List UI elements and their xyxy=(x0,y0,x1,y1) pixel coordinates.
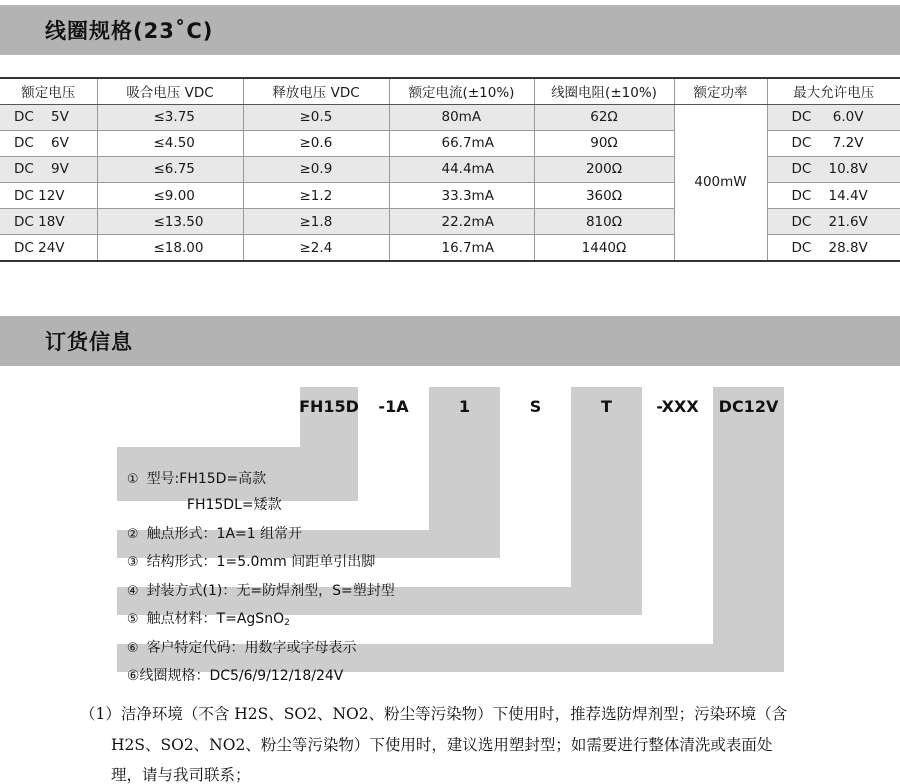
item-text: FH15DL=矮款 xyxy=(186,497,282,513)
cell-rated-voltage: DC 12V xyxy=(0,183,97,209)
header-rated-power: 额定功率 xyxy=(674,78,767,104)
cell-release-voltage: ≥0.5 xyxy=(243,104,389,130)
table-header-row xyxy=(0,78,900,104)
cell-coil-resistance: 200Ω xyxy=(534,156,674,182)
cell-rated-current: 33.3mA xyxy=(389,183,534,209)
coil-spec-title: 线圈规格(23˚C) xyxy=(45,19,214,43)
item-number: ③ xyxy=(126,555,139,570)
cell-max-voltage: DC 10.8V xyxy=(767,156,900,182)
item-number: ⑥ xyxy=(126,641,139,656)
cell-rated-voltage: DC 9V xyxy=(0,156,97,182)
cell-pickup-voltage: ≤18.00 xyxy=(97,235,243,261)
cell-rated-power: 400mW xyxy=(674,104,767,261)
item-text: 触点材料：T=AgSnO xyxy=(146,611,285,627)
header-release-voltage: 释放电压 VDC xyxy=(243,78,389,104)
cell-release-voltage: ≥2.4 xyxy=(243,235,389,261)
item-text: 型号:FH15D=高款 xyxy=(146,471,267,487)
header-rated-current: 额定电流(±10%) xyxy=(389,78,534,104)
item-number: ⑥ xyxy=(126,668,140,684)
cell-max-voltage: DC 21.6V xyxy=(767,209,900,235)
header-max-voltage: 最大允许电压 xyxy=(767,78,900,104)
item-subscript: 2 xyxy=(284,618,290,628)
item-text: 结构形式：1=5.0mm 间距单引出脚 xyxy=(146,554,376,570)
footnote-line: H2S、SO2、NO2、粉尘等污染物）下使用时，建议选用塑封型；如需要进行整体清洗或表面处 xyxy=(111,736,773,754)
item-number: ⑤ xyxy=(126,612,139,627)
cell-coil-resistance: 90Ω xyxy=(534,130,674,156)
code-contact-form: -1A xyxy=(378,396,409,416)
cell-coil-resistance: 1440Ω xyxy=(534,235,674,261)
cell-rated-current: 80mA xyxy=(389,104,534,130)
cell-release-voltage: ≥0.6 xyxy=(243,130,389,156)
cell-max-voltage: DC 6.0V xyxy=(767,104,900,130)
code-model: FH15D xyxy=(299,396,359,416)
cell-max-voltage: DC 7.2V xyxy=(767,130,900,156)
order-info-title: 订货信息 xyxy=(45,330,133,354)
item-text: 客户特定代码：用数字或字母表示 xyxy=(146,640,357,656)
cell-rated-current: 22.2mA xyxy=(389,209,534,235)
code-customer: -XXX xyxy=(656,396,699,416)
cell-pickup-voltage: ≤9.00 xyxy=(97,183,243,209)
cell-coil-resistance: 810Ω xyxy=(534,209,674,235)
table-row xyxy=(0,104,900,130)
footnote-line: （1）洁净环境（不含 H2S、SO2、NO2、粉尘等污染物）下使用时，推荐选防焊剂型；污染环境（含 xyxy=(80,705,788,723)
code-structure: 1 xyxy=(458,396,471,416)
cell-rated-voltage: DC 6V xyxy=(0,130,97,156)
header-coil-resistance: 线圈电阻(±10%) xyxy=(534,78,674,104)
code-column-coil xyxy=(713,387,784,672)
cell-rated-voltage: DC 24V xyxy=(0,235,97,261)
cell-rated-current: 44.4mA xyxy=(389,156,534,182)
cell-pickup-voltage: ≤13.50 xyxy=(97,209,243,235)
cell-release-voltage: ≥1.2 xyxy=(243,183,389,209)
cell-release-voltage: ≥1.8 xyxy=(243,209,389,235)
cell-coil-resistance: 360Ω xyxy=(534,183,674,209)
cell-release-voltage: ≥0.9 xyxy=(243,156,389,182)
cell-rated-current: 66.7mA xyxy=(389,130,534,156)
code-packaging: S xyxy=(529,396,542,416)
item-text: 触点形式：1A=1 组常开 xyxy=(146,526,303,542)
item-number: ② xyxy=(126,527,139,542)
cell-rated-voltage: DC 18V xyxy=(0,209,97,235)
cell-pickup-voltage: ≤6.75 xyxy=(97,156,243,182)
footnote-line: 理，请与我司联系； xyxy=(111,766,251,784)
cell-rated-current: 16.7mA xyxy=(389,235,534,261)
header-pickup-voltage: 吸合电压 VDC xyxy=(97,78,243,104)
item-text: 封装方式(1)：无=防焊剂型，S=塑封型 xyxy=(146,583,395,599)
order-info-section-header xyxy=(0,316,900,366)
cell-rated-voltage: DC 5V xyxy=(0,104,97,130)
code-coil-spec: DC12V xyxy=(718,396,779,416)
cell-pickup-voltage: ≤3.75 xyxy=(97,104,243,130)
list-item xyxy=(118,649,343,685)
item-text: 线圈规格：DC5/6/9/12/18/24V xyxy=(139,668,344,684)
coil-spec-table xyxy=(0,77,900,262)
cell-pickup-voltage: ≤4.50 xyxy=(97,130,243,156)
cell-coil-resistance: 62Ω xyxy=(534,104,674,130)
cell-max-voltage: DC 28.8V xyxy=(767,235,900,261)
item-number: ④ xyxy=(126,584,139,599)
item-number: ① xyxy=(126,472,139,487)
cell-max-voltage: DC 14.4V xyxy=(767,183,900,209)
code-contact-material: T xyxy=(601,396,612,416)
header-rated-voltage: 额定电压 xyxy=(0,78,97,104)
coil-spec-section-header xyxy=(0,5,900,55)
